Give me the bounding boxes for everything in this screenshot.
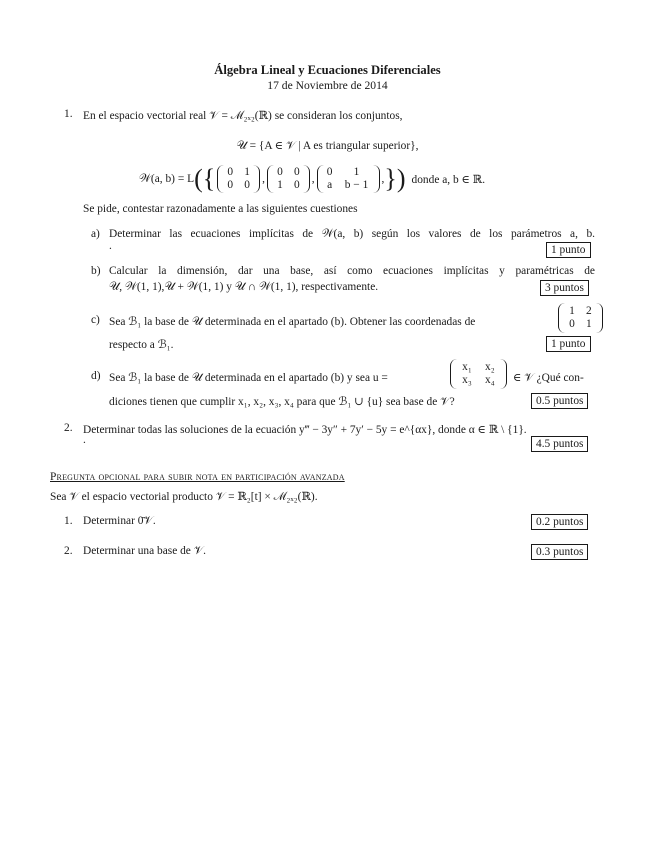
q2-points-box: 4.5 puntos — [531, 436, 588, 452]
optional-heading: Pregunta opcional para subir nota en participación avanzada — [50, 471, 345, 483]
q1c-matrix: 1 2 0 1 — [556, 303, 605, 333]
q1d-text-line1: Sea ℬ₁ la base de 𝒰 determinada en el apartado (b) y sea u = — [109, 372, 388, 384]
optional-item-1-number: 1. — [64, 515, 73, 527]
matrix-w2: 0 0 1 0 — [267, 165, 310, 193]
optional-intro: Sea 𝒱 el espacio vectorial producto 𝒱 = ℝ₂[t] × ℳ₂ₓ₂(ℝ). — [50, 491, 318, 503]
optional-item-1-text: Determinar 0̄𝒱. — [83, 515, 156, 527]
optional-item-2-text: Determinar una base de 𝒱. — [83, 545, 207, 557]
set-w-definition: 𝒲(a, b) = L ( { 0 1 0 0 , 0 0 1 0 , 0 1 a b − 1 , } ) donde a, b ∈ ℝ. — [139, 164, 486, 193]
q1a-label: a) — [91, 228, 100, 240]
q1a-text: Determinar las ecuaciones implícitas de 𝒲(a, b) según los valores de los parámetros a, b. — [109, 228, 595, 240]
document-title: Álgebra Lineal y Ecuaciones Diferenciales — [214, 63, 441, 77]
set-u-definition: 𝒰 = {A ∈ 𝒱 | A es triangular superior}, — [236, 140, 419, 152]
q1-intro: En el espacio vectorial real 𝒱 = ℳ₂ₓ₂(ℝ) se consideran los conjuntos, — [83, 110, 403, 122]
q1b-text-line1: Calcular la dimensión, dar una base, así como ecuaciones implícitas y paramétricas de — [109, 265, 595, 277]
q1c-text-line1: Sea ℬ₁ la base de 𝒰 determinada en el apartado (b). Obtener las coordenadas de — [109, 316, 476, 328]
optional-item-2-points-box: 0.3 puntos — [531, 544, 588, 560]
open-paren: ( — [194, 164, 203, 193]
set-w-prefix: 𝒲(a, b) = L — [139, 172, 195, 185]
q1-number: 1. — [64, 108, 73, 120]
q1a-points-box: 1 punto — [546, 242, 591, 258]
matrix-w1: 0 1 0 0 — [217, 165, 260, 193]
matrix-w3: 0 1 a b − 1 — [317, 165, 380, 193]
q1c-label: c) — [91, 314, 100, 326]
q2-number: 2. — [64, 422, 73, 434]
document-date: 17 de Noviembre de 2014 — [267, 79, 388, 92]
q2-dot: . — [83, 434, 86, 446]
q1d-points-box: 0.5 puntos — [531, 393, 588, 409]
q1-ask: Se pide, contestar razonadamente a las siguientes cuestiones — [83, 203, 358, 215]
close-paren: ) — [396, 164, 406, 193]
open-brace: { — [202, 164, 216, 193]
q1b-points-box: 3 puntos — [540, 280, 589, 296]
close-brace: } — [384, 164, 397, 193]
optional-item-1-points-box: 0.2 puntos — [531, 514, 588, 530]
q1c-points-box: 1 punto — [546, 336, 591, 352]
set-w-suffix: donde a, b ∈ ℝ. — [411, 174, 486, 186]
q1b-text-line2: 𝒰, 𝒲(1, 1),𝒰 + 𝒲(1, 1) y 𝒰 ∩ 𝒲(1, 1), respectivamente. — [109, 281, 379, 293]
q1c-text-line2: respecto a ℬ₁. — [109, 339, 174, 351]
q1b-label: b) — [91, 265, 101, 277]
q1d-matrix: x₁ x₂ x₃ x₄ — [448, 359, 509, 389]
q2-text: Determinar todas las soluciones de la ecuación y‴ − 3y″ + 7y′ − 5y = e^{αx}, donde α ∈ ℝ \ {1}. — [83, 424, 527, 436]
q1a-dot: . — [109, 240, 112, 252]
q1d-text-line1b: ∈ 𝒱 ¿Qué con- — [513, 372, 584, 384]
q1d-label: d) — [91, 370, 101, 382]
q1d-text-line2: diciones tienen que cumplir x₁, x₂, x₃, x₄ para que ℬ₁ ∪ {u} sea base de 𝒱? — [109, 396, 455, 408]
optional-item-2-number: 2. — [64, 545, 73, 557]
